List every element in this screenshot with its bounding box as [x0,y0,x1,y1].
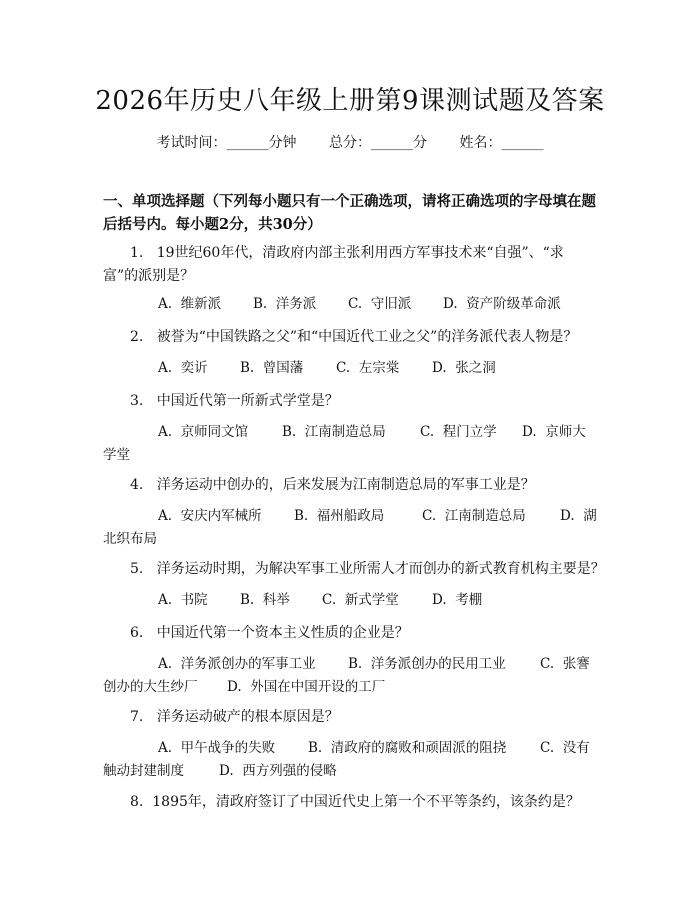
question-7-text: 7. 洋务运动破产的根本原因是？ [130,709,339,725]
question-7-options-cont [103,760,337,783]
question-7-options [158,737,590,760]
question-2-option-d: D. 张之洞 [432,360,496,376]
question-3-text: 3. 中国近代第一所新式学堂是？ [130,393,339,409]
exam-info-line [0,132,700,152]
question-5-text: 5. 洋务运动时期，为解决军事工业所需人才而创办的新式教育机构主要是？ [130,561,605,577]
question-5-option-d: D. 考棚 [432,592,483,608]
question-7-option-d: D. 西方列强的侵略 [219,763,337,779]
question-6-option-d: D. 外国在中国开设的工厂 [227,679,386,695]
question-4-options-cont: 北织布局 [103,531,157,547]
question-3-options-cont: 学堂 [103,447,130,463]
question-2-option-b: B. 曾国藩 [240,360,304,376]
question-7-option-a: A. 甲午战争的失败 [158,740,276,756]
question-3-option-d: D. 京师大 [522,424,586,440]
question-3-option-b: B. 江南制造总局 [282,424,386,440]
question-6-option-a: A. 洋务派创办的军事工业 [158,656,316,672]
question-4-text: 4. 洋务运动中创办的，后来发展为江南制造总局的军事工业是？ [130,477,535,493]
question-5-option-a: A. 书院 [158,592,208,608]
question-3-option-c: C. 程门立学 [420,424,497,440]
question-4-option-d: D. 湖 [560,508,597,524]
question-2-text: 2. 被誉为“中国铁路之父”和“中国近代工业之父”的洋务派代表人物是？ [130,329,578,345]
question-3-option-a: A. 京师同文馆 [158,424,249,440]
question-2-option-a: A. 奕䜣 [158,360,208,376]
question-8-text: 8. 1895年，清政府签订了中国近代史上第一个不平等条约，该条约是？ [130,794,580,810]
question-5-option-b: B. 科举 [240,592,290,608]
exam-time-field: 考试时间：______分钟 [156,135,297,151]
question-1-option-b: B. 洋务派 [253,296,317,312]
question-6-options-cont [103,676,385,699]
question-1-text-cont: 富”的派别是？ [103,268,195,284]
section-heading-multiple-choice: 一、单项选择题（下列每小题只有一个正确选项，请将正确选项的字母填在题后括号内。每小题2分，共30分） [103,193,596,233]
question-4-option-c: C. 江南制造总局 [422,508,526,524]
question-4-options [158,505,597,528]
question-7-option-b: B. 清政府的腐败和顽固派的阻挠 [308,740,507,756]
document-title: 2026年历史八年级上册第9课测试题及答案 [95,86,605,116]
question-1-option-a: A. 维新派 [158,296,222,312]
question-1-text: 1. 19世纪60年代，清政府内部主张利用西方军事技术来“自强”、“求 [130,245,564,261]
question-6-option-c: C. 张謇 [540,656,590,672]
question-6-options [158,653,590,676]
question-1-options [158,293,561,316]
question-3-options [158,421,586,444]
question-2-options [158,357,496,380]
question-6-option-c-cont: 创办的大生纱厂 [103,679,198,695]
question-1-option-d: D. 资产阶级革命派 [443,296,561,312]
question-6-option-b: B. 洋务派创办的民用工业 [348,656,506,672]
question-4-option-b: B. 福州船政局 [294,508,385,524]
question-7-option-c: C. 没有 [540,740,590,756]
total-score-field: 总分：______分 [329,135,427,151]
question-6-text: 6. 中国近代第一个资本主义性质的企业是？ [130,625,409,641]
question-1-option-c: C. 守旧派 [348,296,412,312]
student-name-field: 姓名：______ [459,135,544,151]
question-7-option-c-cont: 触动封建制度 [103,763,184,779]
question-5-options [158,589,482,612]
question-2-option-c: C. 左宗棠 [336,360,400,376]
question-5-option-c: C. 新式学堂 [322,592,399,608]
question-4-option-a: A. 安庆内军械所 [158,508,262,524]
